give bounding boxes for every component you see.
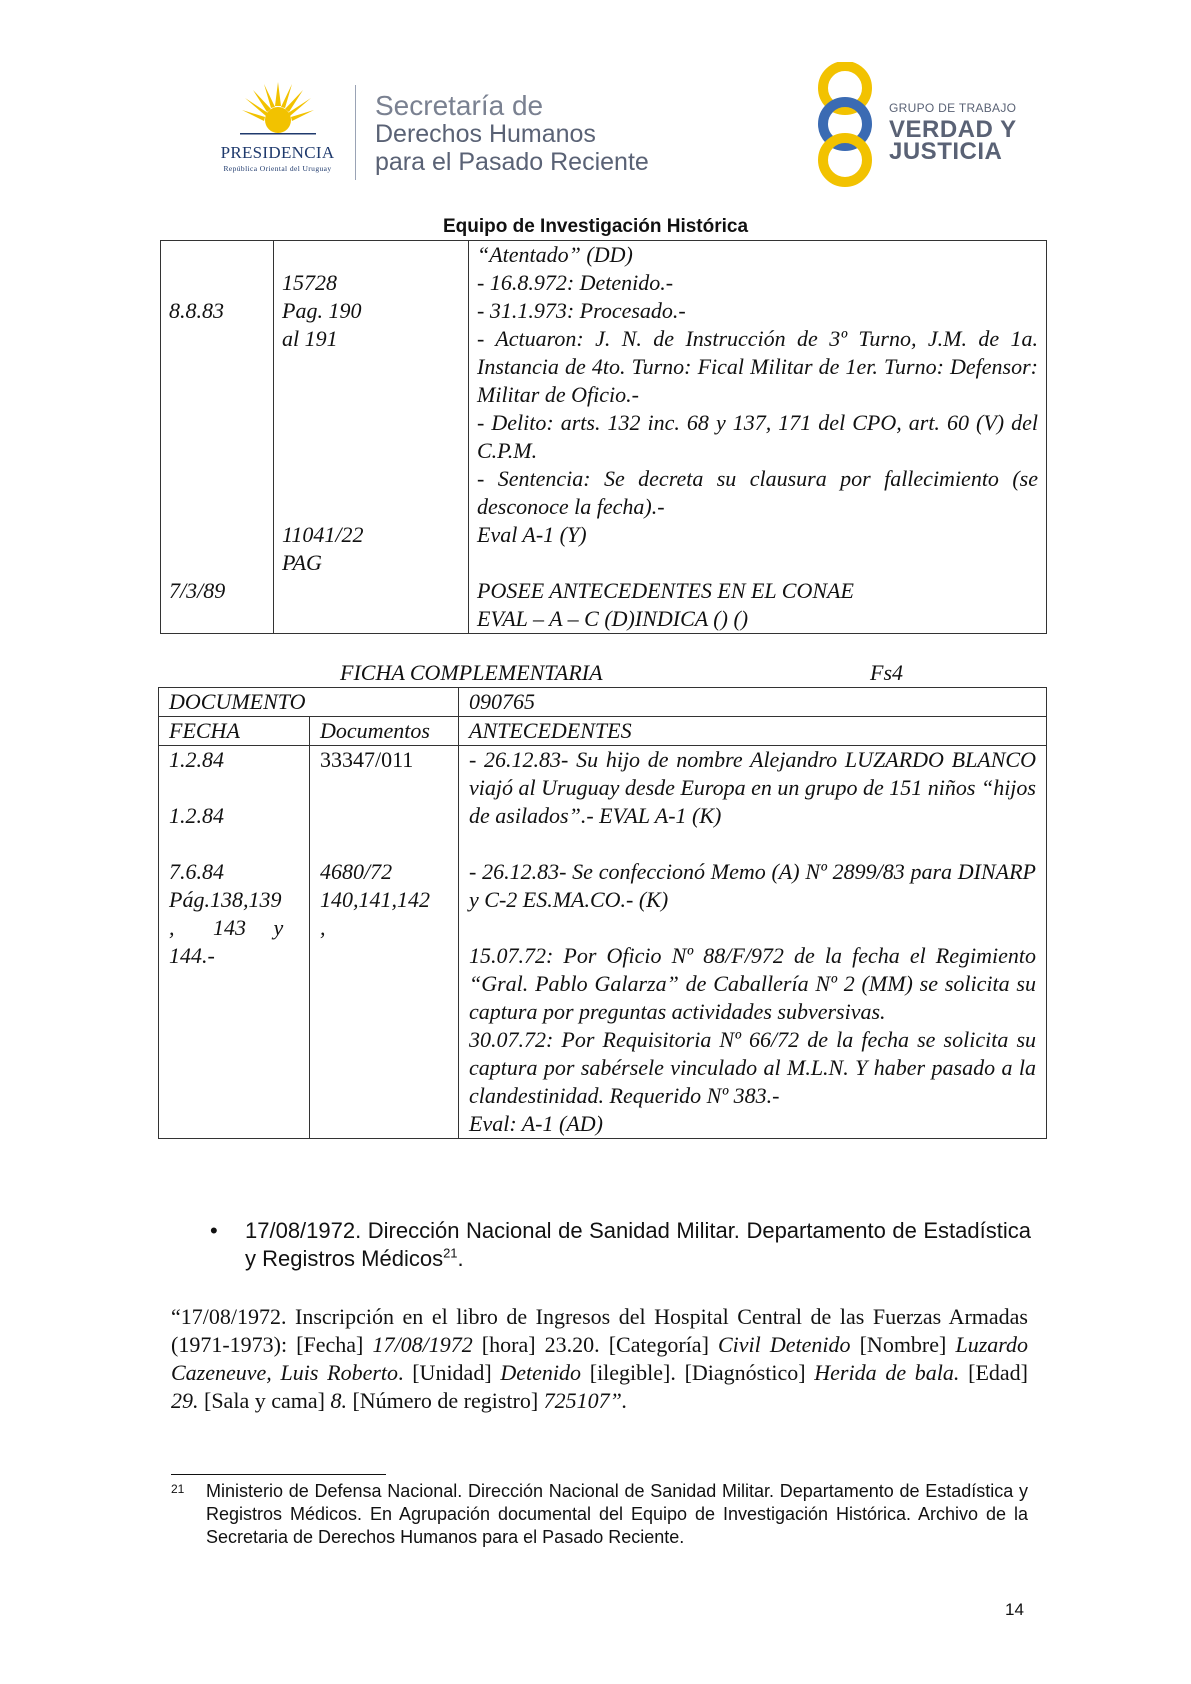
cell-line: 4680/72 bbox=[320, 859, 393, 884]
cell-line: al 191 bbox=[282, 326, 338, 351]
footnote-number: 21 bbox=[171, 1482, 185, 1496]
sun-icon bbox=[240, 80, 316, 142]
fecha-cell bbox=[159, 746, 310, 1139]
cell-line: 15728 bbox=[282, 270, 337, 295]
page-number: 14 bbox=[1005, 1600, 1024, 1619]
bullet-icon: • bbox=[210, 1218, 218, 1243]
cell-line: EVAL – A – C (D)INDICA () () bbox=[477, 606, 749, 631]
cell-line: 33347/011 bbox=[320, 747, 414, 772]
date-column bbox=[161, 241, 274, 634]
footnote-ref[interactable]: 21 bbox=[443, 1245, 458, 1261]
table-header-row bbox=[159, 717, 1047, 746]
doc-value: 090765 bbox=[459, 688, 1047, 717]
cell-line: - 26.12.83- Su hijo de nombre Alejandro LUZARDO BLANCO viajó al Uruguay desde Europa en un grupo de 151 niños “hijos de asilados”.- EVAL A-1 (K) bbox=[469, 747, 1036, 828]
cell-line: PAG bbox=[282, 550, 322, 575]
cell-line: - Delito: arts. 132 inc. 68 y 137, 171 del CPO, art. 60 (V) del C.P.M. bbox=[477, 410, 1038, 463]
cell-line: - Sentencia: Se decreta su clausura por fallecimiento (se desconoce la fecha).- bbox=[477, 466, 1038, 519]
cell-line: 144.- bbox=[169, 943, 215, 968]
secretaria-line-1: Secretaría de bbox=[375, 90, 544, 121]
cell-line bbox=[169, 241, 265, 269]
team-title: Equipo de Investigación Histórica bbox=[442, 216, 749, 237]
reference-column bbox=[274, 241, 469, 634]
verdad-justicia-logo bbox=[813, 62, 1043, 187]
rings-icon bbox=[813, 62, 893, 187]
cell-line bbox=[169, 269, 265, 297]
table-row bbox=[159, 746, 1047, 1139]
bullet-text: 17/08/1972. Dirección Nacional de Sanidad Militar. Departamento de Estadística y Registros Médicos bbox=[245, 1218, 1031, 1271]
secretaria-line-3: para el Pasado Reciente bbox=[375, 148, 649, 176]
gvj-line-3: JUSTICIA bbox=[889, 138, 1003, 165]
doc-label: DOCUMENTO bbox=[159, 688, 459, 717]
page-header bbox=[0, 0, 1191, 215]
cell-line: Eval A-1 (Y) bbox=[477, 522, 587, 547]
footnote-text: Ministerio de Defensa Nacional. Dirección Nacional de Sanidad Militar. Departamento de Estadística y Registros Médicos. En Agrupación documental del Equipo de Investigación Histórica. Archivo de la Secretaria de Derechos Humanos para el Pasado Reciente. bbox=[206, 1481, 1028, 1547]
presidencia-title: PRESIDENCIA bbox=[220, 143, 335, 162]
presidencia-logo bbox=[195, 80, 360, 180]
cell-line: 1.2.84 bbox=[169, 747, 224, 772]
cell-line: - 16.8.972: Detenido.- bbox=[477, 270, 674, 295]
verdad-justicia-text bbox=[889, 97, 1017, 163]
records-table bbox=[160, 240, 1047, 634]
cell-line: 30.07.72: Por Requisitoria Nº 66/72 de la fecha se solicita su captura por sabérsele vinculado al M.L.N. Y haber pasado a la clandestinidad. Requerido Nº 383.- bbox=[469, 1027, 1036, 1108]
cell-line: POSEE ANTECEDENTES EN EL CONAE bbox=[477, 578, 854, 603]
gvj-line-2: VERDAD Y bbox=[889, 116, 1017, 143]
header-antecedentes: ANTECEDENTES bbox=[459, 717, 1047, 746]
cell-line: Pág.138,139 bbox=[169, 887, 282, 912]
ficha-title: FICHA COMPLEMENTARIA bbox=[340, 660, 603, 685]
cell-line: 7.6.84 bbox=[169, 859, 224, 884]
cell-line: , bbox=[320, 915, 326, 940]
antecedentes-cell bbox=[459, 746, 1047, 1139]
details-column bbox=[469, 241, 1047, 634]
cell-line: 7/3/89 bbox=[169, 578, 226, 603]
cell-line: 140,141,142 bbox=[320, 887, 430, 912]
gvj-line-1: GRUPO DE TRABAJO bbox=[889, 101, 1017, 115]
cell-line: “Atentado” (DD) bbox=[477, 242, 633, 267]
table-row bbox=[161, 241, 1047, 634]
ficha-table bbox=[158, 687, 1047, 1139]
cell-line: Pag. 190 bbox=[282, 298, 362, 323]
cell-line: - 26.12.83- Se confeccionó Memo (A) Nº 2899/83 para DINARP y C-2 ES.MA.CO.- (K) bbox=[469, 859, 1036, 912]
secretaria-logo-text bbox=[375, 92, 649, 176]
cell-line: 1.2.84 bbox=[169, 803, 224, 828]
cell-line: 8.8.83 bbox=[169, 298, 224, 323]
table-row bbox=[159, 688, 1047, 717]
cell-line: 11041/22 bbox=[282, 522, 364, 547]
cell-line: 15.07.72: Por Oficio Nº 88/F/972 de la fecha el Regimiento “Gral. Pablo Galarza” de Caballería Nº 2 (MM) se solicita su captura por preguntas actividades subversivas. bbox=[469, 943, 1036, 1024]
footnote-rule bbox=[171, 1474, 386, 1475]
cell-line: - 31.1.973: Procesado.- bbox=[477, 298, 686, 323]
cell-line: , 143 y bbox=[169, 915, 284, 940]
header-fecha: FECHA bbox=[159, 717, 310, 746]
header-documentos: Documentos bbox=[310, 717, 459, 746]
cell-line: - Actuaron: J. N. de Instrucción de 3º Turno, J.M. de 1a. Instancia de 4to. Turno: Fical Militar de 1er. Turno: Defensor: Militar de Oficio.- bbox=[477, 326, 1038, 407]
documentos-cell bbox=[310, 746, 459, 1139]
ficha-folio: Fs4 bbox=[870, 660, 903, 685]
secretaria-line-2: Derechos Humanos bbox=[375, 120, 596, 148]
presidencia-subtitle: República Oriental del Uruguay bbox=[223, 164, 332, 173]
cell-line: Eval: A-1 (AD) bbox=[469, 1111, 603, 1136]
quote-paragraph: “17/08/1972. Inscripción en el libro de Ingresos del Hospital Central de las Fuerzas Armadas (1971-1973): [Fecha] 17/08/1972 [hora] 23.20. [Categoría] Civil Detenido [Nombre] Luzardo Cazeneuve, Luis Roberto. [Unidad] Detenido [ilegible]. [Diagnóstico] Herida de bala. [Edad] 29. [Sala y cama] 8. [Número de registro] 725107”. bbox=[171, 1304, 1028, 1413]
logo-divider bbox=[355, 85, 356, 180]
